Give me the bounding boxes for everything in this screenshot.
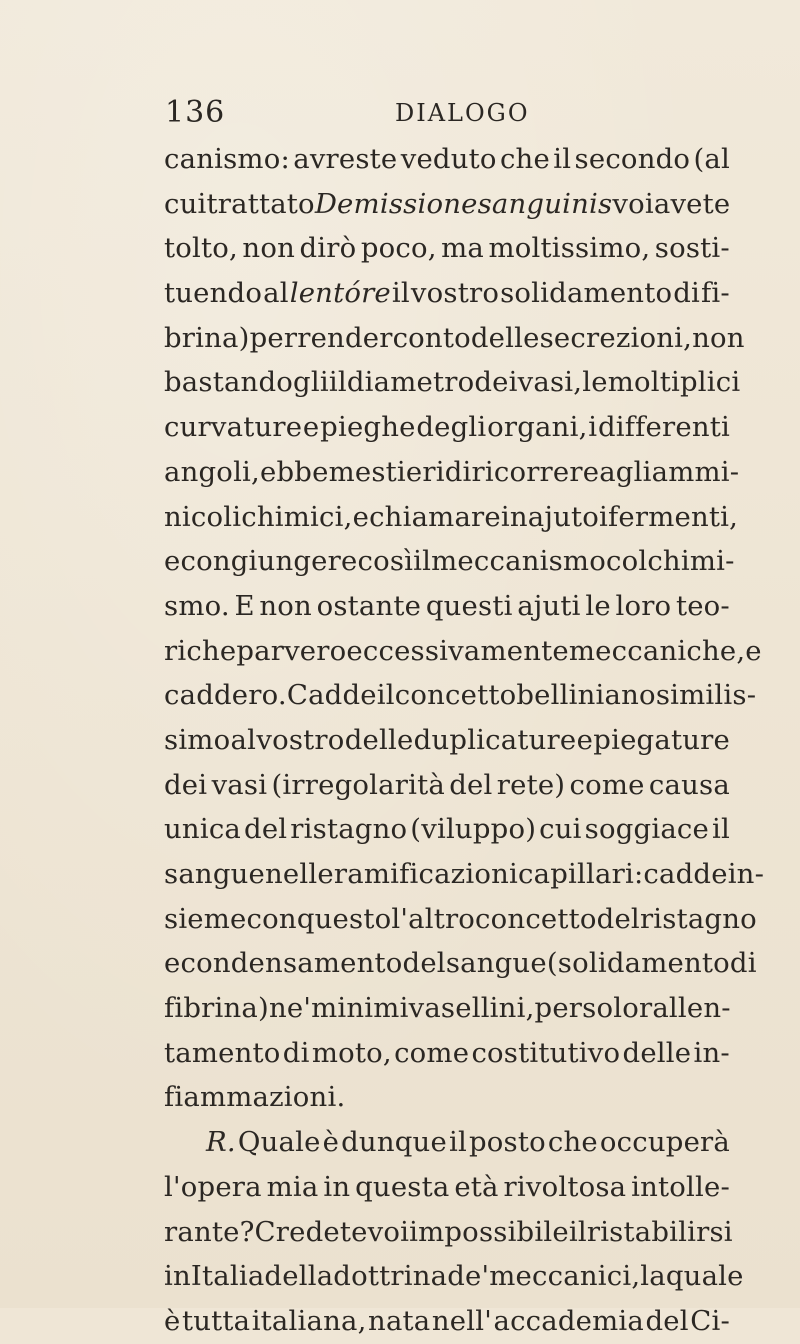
text-line: fibrina) ne' minimi vasellini, per solo rallen- bbox=[164, 992, 731, 1025]
text-line: curvature e pieghe degli organi, i differenti bbox=[164, 411, 730, 444]
text-line: smo. E non ostante questi ajuti le loro teo- bbox=[164, 589, 730, 622]
text-line: sangue nelle ramificazioni capillari: cadde in- bbox=[164, 858, 765, 890]
text-line: sieme con questo l'altro concetto del ristagno bbox=[164, 902, 757, 935]
text-line: e condensamento del sangue (solidamento di bbox=[164, 947, 757, 980]
text-line: tamento di moto, come costitutivo delle in- bbox=[164, 1036, 730, 1069]
text-line: l'opera mia in questa età rivoltosa intolle- bbox=[164, 1170, 730, 1203]
text-line: e congiungere così il meccanismo col chimi- bbox=[164, 545, 735, 578]
text-line: unica del ristagno (viluppo) cui soggiace il bbox=[164, 813, 730, 846]
text-line: R. Quale è dunque il posto che occuperà bbox=[206, 1126, 730, 1159]
text-line: nicoli chimici, e chiamare in ajuto i fermenti, bbox=[164, 500, 739, 533]
section-title: DIALOGO bbox=[395, 99, 530, 127]
text-line: riche parvero eccessivamente meccaniche , e bbox=[164, 634, 762, 667]
text-line: tuendo al lentóre il vostro solidamento di fi- bbox=[164, 277, 730, 310]
text-line: tolto, non dirò poco, ma moltissimo, sosti- bbox=[164, 232, 730, 265]
text-line: simo al vostro delle duplicature e piegature bbox=[164, 723, 730, 756]
text-line: brina) per render conto delle secrezioni, non bbox=[164, 321, 745, 354]
body-text bbox=[164, 137, 765, 1344]
text-line: rante? Credete voi impossibile il ristabilirsi bbox=[164, 1215, 733, 1248]
text-line: canismo: avreste veduto che il secondo (al bbox=[164, 143, 730, 175]
running-head bbox=[165, 95, 725, 135]
text-line: cui trattato De missione sanguinis voi avete bbox=[164, 187, 731, 220]
page-number: 136 bbox=[165, 95, 226, 130]
text-line: è tutta italiana, nata nell' accademia del Ci- bbox=[164, 1304, 730, 1337]
text-line: angoli, ebbe mestieri di ricorrere agli ammi- bbox=[164, 455, 740, 488]
text-line: fiammazioni. bbox=[164, 1081, 346, 1114]
text-line: bastandogli il diametro dei vasi, le moltiplici bbox=[164, 366, 741, 399]
text-line: dei vasi (irregolarità del rete) come causa bbox=[164, 768, 730, 801]
text-line: caddero. Cadde il concetto belliniano similis- bbox=[164, 679, 757, 712]
text-line: in Italia della dottrina de' meccanici, la quale bbox=[164, 1260, 744, 1293]
